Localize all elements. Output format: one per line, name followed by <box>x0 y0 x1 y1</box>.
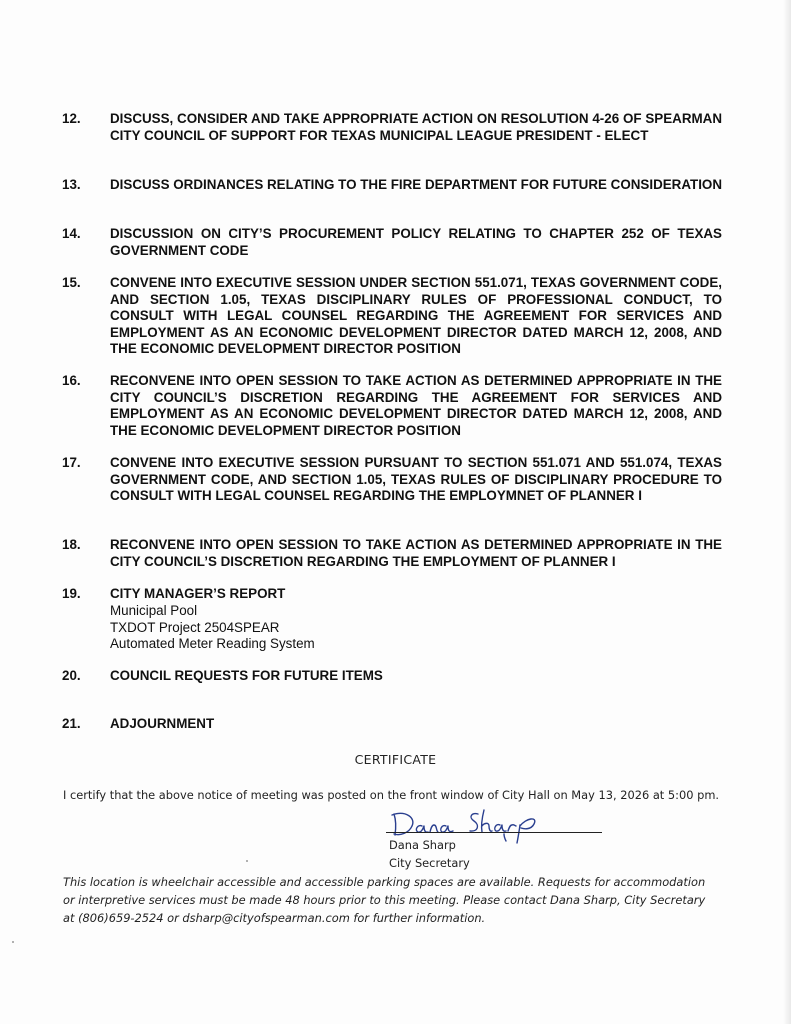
item-number: 15. <box>62 275 81 290</box>
item-number: 12. <box>62 111 81 126</box>
item-number: 19. <box>62 586 81 601</box>
signer-title: City Secretary <box>389 856 470 870</box>
scan-edge-shadow <box>783 0 791 1024</box>
notice-line-1: This location is wheelchair accessible and accessible parking spaces are available. Requests for accommodation <box>63 875 706 889</box>
agenda-item-20 <box>62 668 722 686</box>
agenda-item-21 <box>62 716 722 734</box>
item-text: CONVENE INTO EXECUTIVE SESSION PURSUANT TO SECTION 551.071 AND 551.074, TEXAS GOVERNMENT CODE, AND SECTION 1.05, TEXAS RULES OF DISCIPLINARY PROCEDURE TO CONSULT WITH LEGAL COUNSEL REGARDING THE EMPLOYMNET OF PLANNER I <box>110 455 722 503</box>
subitem-meter-reading: Automated Meter Reading System <box>110 636 315 651</box>
item-text: DISCUSS ORDINANCES RELATING TO THE FIRE DEPARTMENT FOR FUTURE CONSIDERATION <box>110 177 723 192</box>
item-text: ADJOURNMENT <box>110 716 215 731</box>
signer-name: Dana Sharp <box>389 838 456 852</box>
item-number: 21. <box>62 716 81 731</box>
item-number: 14. <box>62 226 81 241</box>
item-text: RECONVENE INTO OPEN SESSION TO TAKE ACTION AS DETERMINED APPROPRIATE IN THE CITY COUNCIL’S DISCRETION REGARDING THE AGREEMENT FOR SERVICES AND EMPLOYMENT AS AN ECONOMIC DEVELOPMENT DIRECTOR DATED MARCH 12, 2008, AND THE ECONOMIC DEVELOPMENT DIRECTOR POSITION <box>110 373 722 438</box>
agenda-item-13 <box>62 177 722 211</box>
notice-line-3: at (806)659-2524 or dsharp@cityofspearman.com for further information. <box>63 911 486 925</box>
agenda-item-12 <box>62 111 722 161</box>
accessibility-notice <box>63 873 723 927</box>
item-number: 18. <box>62 537 81 552</box>
item-number: 13. <box>62 177 81 192</box>
agenda-item-18 <box>62 537 722 571</box>
agenda-item-16 <box>62 373 722 440</box>
item-text: RECONVENE INTO OPEN SESSION TO TAKE ACTION AS DETERMINED APPROPRIATE IN THE CITY COUNCIL’S DISCRETION REGARDING THE EMPLOYMENT OF PLANNER I <box>110 537 722 569</box>
item-text: DISCUSSION ON CITY’S PROCUREMENT POLICY RELATING TO CHAPTER 252 OF TEXAS GOVERNMENT CODE <box>110 226 722 258</box>
scan-speck <box>246 860 248 862</box>
agenda-item-15 <box>62 275 722 358</box>
item-text: COUNCIL REQUESTS FOR FUTURE ITEMS <box>110 668 383 683</box>
agenda-item-19 <box>62 586 722 604</box>
item-number: 17. <box>62 455 81 470</box>
certificate-title: CERTIFICATE <box>354 752 437 767</box>
item-text: CONVENE INTO EXECUTIVE SESSION UNDER SECTION 551.071, TEXAS GOVERNMENT CODE, AND SECTION 1.05, TEXAS DISCIPLINARY RULES OF PROFESSIONAL CONDUCT, TO CONSULT WITH LEGAL COUNSEL REGARDING THE AGREEMENT FOR SERVICES AND EMPLOYMENT AS AN ECONOMIC DEVELOPMENT DIRECTOR DATED MARCH 12, 2008, AND THE ECONOMIC DEVELOPMENT DIRECTOR POSITION <box>110 275 722 356</box>
city-manager-report-subitems <box>110 603 315 653</box>
notice-line-2: or interpretive services must be made 48 hours prior to this meeting. Please contact Dana Sharp, City Secretary <box>63 893 706 907</box>
agenda-item-14 <box>62 226 722 260</box>
subitem-txdot-project: TXDOT Project 2504SPEAR <box>110 619 280 635</box>
agenda-item-17 <box>62 455 722 522</box>
item-text: DISCUSS, CONSIDER AND TAKE APPROPRIATE ACTION ON RESOLUTION 4-26 OF SPEARMAN CITY COUNCIL OF SUPPORT FOR TEXAS MUNICIPAL LEAGUE PRESIDENT - ELECT <box>110 111 722 143</box>
scan-speck <box>12 941 14 943</box>
item-text: CITY MANAGER’S REPORT <box>110 586 286 601</box>
subitem-municipal-pool: Municipal Pool <box>110 603 198 618</box>
certificate-statement: I certify that the above notice of meeting was posted on the front window of City Hall on May 13, 2026 at 5:00 pm. <box>63 788 720 802</box>
item-number: 20. <box>62 668 81 683</box>
signature-line <box>386 832 602 833</box>
item-number: 16. <box>62 373 81 388</box>
